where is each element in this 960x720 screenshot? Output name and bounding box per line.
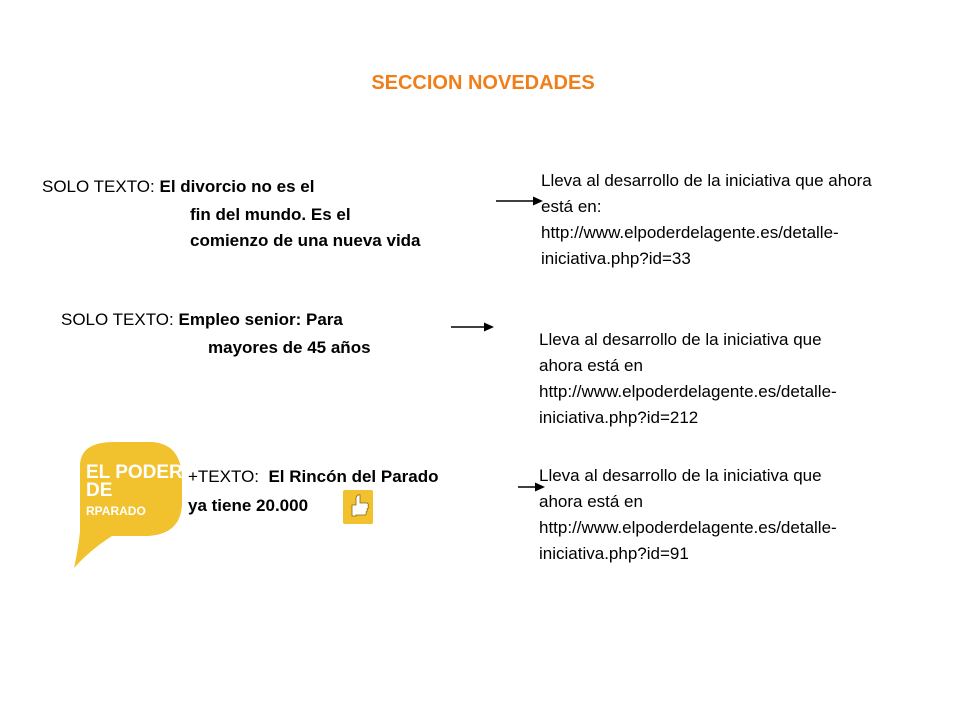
item-3-desc-line-1: Lleva al desarrollo de la iniciativa que (539, 466, 822, 485)
item-3-headline-2: ya tiene 20.000 (188, 496, 309, 515)
item-1-arrow-icon (495, 194, 545, 208)
section-title: SECCION NOVEDADES (371, 72, 595, 94)
el-poder-del-parado-logo (72, 440, 188, 570)
item-1-desc-line-2: está en: (541, 197, 602, 216)
item-1-desc-line-4: iniciativa.php?id=33 (541, 249, 691, 268)
item-2-prefix: SOLO TEXTO: (61, 310, 174, 329)
item-3-desc-line-3: http://www.elpoderdelagente.es/detalle- (539, 518, 837, 537)
item-3-desc-line-4: iniciativa.php?id=91 (539, 544, 689, 563)
item-1-desc-line-3: http://www.elpoderdelagente.es/detalle- (541, 223, 839, 242)
item-3-headline-1: El Rincón del Parado (268, 467, 439, 486)
item-2-headline-1: Empleo senior: Para (178, 310, 343, 329)
item-2-description (539, 327, 837, 431)
item-2-desc-line-1: Lleva al desarrollo de la iniciativa que (539, 330, 822, 349)
item-1-desc-line-1: Lleva al desarrollo de la iniciativa que ahora (541, 171, 872, 190)
item-2-desc-line-2: ahora está en (539, 356, 643, 375)
item-2-headline-2: mayores de 45 años (208, 338, 371, 357)
item-2-arrow-icon (450, 320, 496, 334)
item-3-line-1 (188, 464, 439, 490)
item-1-description (541, 168, 872, 272)
item-2-desc-line-3: http://www.elpoderdelagente.es/detalle- (539, 382, 837, 401)
logo-line-3: RPARADO (86, 504, 146, 518)
item-1-headline-2: fin del mundo. Es el (190, 205, 351, 224)
thumbs-up-icon (343, 490, 373, 524)
item-1-headline-1: El divorcio no es el (159, 177, 315, 196)
item-3-prefix: +TEXTO: (188, 467, 260, 486)
logo-line-1: EL PODER (86, 462, 183, 483)
item-1-line-1 (42, 174, 314, 200)
item-3-desc-line-2: ahora está en (539, 492, 643, 511)
item-2-line-1 (61, 307, 343, 333)
item-3-description (539, 463, 837, 567)
logo-line-2: DE (86, 480, 113, 501)
item-1-headline-3: comienzo de una nueva vida (190, 231, 421, 250)
item-1-prefix: SOLO TEXTO: (42, 177, 155, 196)
item-2-desc-line-4: iniciativa.php?id=212 (539, 408, 699, 427)
